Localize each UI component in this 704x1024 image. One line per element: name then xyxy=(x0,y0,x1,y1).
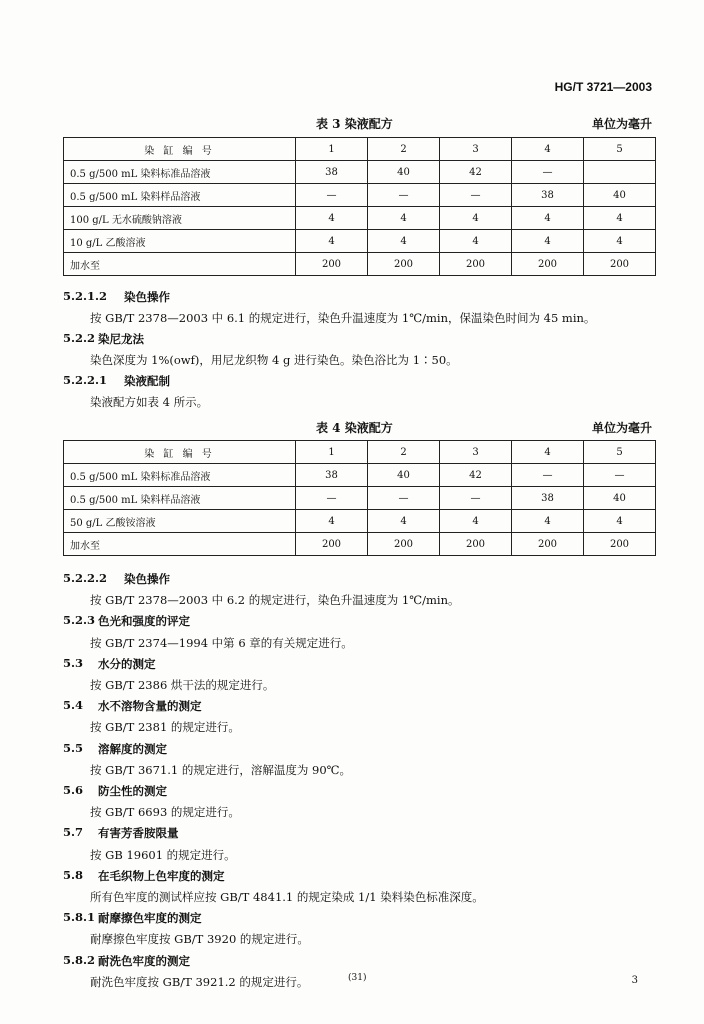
table-cell: 40 xyxy=(368,464,440,487)
clause-title: 耐摩擦色牢度的测定 xyxy=(98,911,202,926)
clause-text: 按 GB/T 2374—1994 中第 6 章的有关规定进行。 xyxy=(90,635,353,650)
table-cell: — xyxy=(512,464,584,487)
clause-number: 5.2.2.1 xyxy=(63,373,108,387)
page-footer-center: (31) xyxy=(348,973,367,983)
table-cell: 200 xyxy=(440,253,512,276)
clause-text: 按 GB/T 6693 的规定进行。 xyxy=(90,805,240,820)
clause-number: 5.2.3 xyxy=(63,613,96,628)
header-cell-vat-1: 1 xyxy=(296,138,368,161)
clause-text: 按 GB 19601 的规定进行。 xyxy=(90,847,236,862)
table-cell: — xyxy=(296,184,368,207)
header-cell-vat-3: 3 xyxy=(440,441,512,464)
header-cell-vat-4: 4 xyxy=(512,441,584,464)
header-cell-vat-5: 5 xyxy=(584,441,656,464)
table3-caption: 表 3 染液配方 xyxy=(316,117,393,131)
clause-number: 5.4 xyxy=(63,698,84,713)
row-label-cell: 0.5 g/500 mL 染料标准品溶液 xyxy=(64,161,296,184)
clause-title: 色光和强度的评定 xyxy=(98,614,190,629)
table-row xyxy=(64,464,656,487)
table-header-row xyxy=(64,138,656,161)
table-cell: 4 xyxy=(296,207,368,230)
table-cell: 38 xyxy=(512,184,584,207)
row-label-cell: 加水至 xyxy=(64,253,296,276)
table-cell: 38 xyxy=(512,487,584,510)
header-cell-vat-1: 1 xyxy=(296,441,368,464)
clause-title: 染液配制 xyxy=(124,374,170,388)
table-row xyxy=(64,487,656,510)
clause-text: 按 GB/T 2378—2003 中 6.1 的规定进行，染色升温速度为 1℃/min，保温染色时间为 45 min。 xyxy=(90,311,596,325)
table-cell: 4 xyxy=(584,510,656,533)
clause-title: 有害芳香胺限量 xyxy=(98,826,179,841)
table-cell: 200 xyxy=(512,533,584,556)
doc-code-header: HG/T 3721—2003 xyxy=(554,80,652,94)
table-cell: 40 xyxy=(584,184,656,207)
row-label-cell: 0.5 g/500 mL 染料样品溶液 xyxy=(64,487,296,510)
clause-text: 耐洗色牢度按 GB/T 3921.2 的规定进行。 xyxy=(90,974,309,989)
table-cell: 42 xyxy=(440,161,512,184)
table4 xyxy=(63,440,656,556)
table-cell: 4 xyxy=(296,230,368,253)
table-cell: — xyxy=(368,487,440,510)
table-cell: 200 xyxy=(368,253,440,276)
table-cell: 4 xyxy=(440,510,512,533)
clause-title: 防尘性的测定 xyxy=(98,784,167,798)
table-cell: 4 xyxy=(512,207,584,230)
table-cell: 200 xyxy=(584,533,656,556)
table-cell: 4 xyxy=(440,207,512,230)
header-cell-vat-2: 2 xyxy=(368,138,440,161)
clause-title: 染色操作 xyxy=(124,290,170,304)
table3-unit: 单位为毫升 xyxy=(591,117,652,131)
table-cell: 4 xyxy=(440,230,512,253)
table4-caption: 表 4 染液配方 xyxy=(316,421,393,435)
clause-title: 溶解度的测定 xyxy=(98,741,167,756)
table4-unit: 单位为毫升 xyxy=(591,421,652,435)
header-cell-vat-5: 5 xyxy=(584,138,656,161)
table-cell: — xyxy=(512,161,584,184)
clause-number: 5.3 xyxy=(63,655,84,670)
clause-number: 5.2.1.2 xyxy=(63,289,108,303)
table-cell: 200 xyxy=(296,533,368,556)
table-cell: 200 xyxy=(584,253,656,276)
table-cell: 4 xyxy=(512,230,584,253)
table-cell: 38 xyxy=(296,464,368,487)
table-row xyxy=(64,533,656,556)
table-cell: 200 xyxy=(296,253,368,276)
header-cell-vat-4: 4 xyxy=(512,138,584,161)
table-row xyxy=(64,184,656,207)
table-cell: 40 xyxy=(368,161,440,184)
row-label-cell: 50 g/L 乙酸铵溶液 xyxy=(64,510,296,533)
table-cell: 4 xyxy=(368,230,440,253)
table-cell: — xyxy=(440,487,512,510)
clause-title: 水分的测定 xyxy=(98,656,156,671)
table-cell: 4 xyxy=(296,510,368,533)
table-cell: 40 xyxy=(584,487,656,510)
clause-text: 耐摩擦色牢度按 GB/T 3920 的规定进行。 xyxy=(90,932,309,947)
table-cell: 4 xyxy=(368,510,440,533)
table-cell xyxy=(584,161,656,184)
clause-text: 按 GB/T 3671.1 的规定进行，溶解温度为 90℃。 xyxy=(90,762,352,777)
table-cell: 38 xyxy=(296,161,368,184)
table-cell: 4 xyxy=(512,510,584,533)
clause-number: 5.2.2 xyxy=(63,331,96,345)
table-cell: 4 xyxy=(584,230,656,253)
clause-text: 按 GB/T 2378—2003 中 6.2 的规定进行，染色升温速度为 1℃/min。 xyxy=(90,593,460,608)
clause-number: 5.8.1 xyxy=(63,910,96,925)
header-cell-label: 染 缸 编 号 xyxy=(64,441,296,464)
table-row xyxy=(64,230,656,253)
row-label-cell: 0.5 g/500 mL 染料样品溶液 xyxy=(64,184,296,207)
clause-number: 5.8 xyxy=(63,867,84,882)
clause-text: 按 GB/T 2386 烘干法的规定进行。 xyxy=(90,678,275,692)
row-label-cell: 加水至 xyxy=(64,533,296,556)
clause-number: 5.7 xyxy=(63,825,84,840)
clause-text: 所有色牢度的测试样应按 GB/T 4841.1 的规定染成 1/1 染料染色标准深度。 xyxy=(90,890,484,904)
clause-number: 5.6 xyxy=(63,783,84,797)
clause-title: 染尼龙法 xyxy=(98,332,144,346)
table-row xyxy=(64,510,656,533)
row-label-cell: 100 g/L 无水硫酸钠溶液 xyxy=(64,207,296,230)
table-header-row xyxy=(64,441,656,464)
table-row xyxy=(64,161,656,184)
clause-number: 5.5 xyxy=(63,740,84,755)
table-cell: 200 xyxy=(368,533,440,556)
clause-text: 染色深度为 1%(owf)，用尼龙织物 4 g 进行染色。染色浴比为 1∶50。 xyxy=(90,353,458,367)
clause-title: 水不溶物含量的测定 xyxy=(98,699,202,714)
table-cell: 42 xyxy=(440,464,512,487)
table-cell: 4 xyxy=(584,207,656,230)
table-row xyxy=(64,253,656,276)
clause-title: 在毛织物上色牢度的测定 xyxy=(98,868,225,883)
header-cell-vat-3: 3 xyxy=(440,138,512,161)
clause-number: 5.2.2.2 xyxy=(63,571,108,585)
table-cell: — xyxy=(584,464,656,487)
table-cell: 4 xyxy=(368,207,440,230)
clause-title: 染色操作 xyxy=(124,572,170,586)
header-cell-vat-2: 2 xyxy=(368,441,440,464)
row-label-cell: 10 g/L 乙酸溶液 xyxy=(64,230,296,253)
table-cell: 200 xyxy=(440,533,512,556)
row-label-cell: 0.5 g/500 mL 染料标准品溶液 xyxy=(64,464,296,487)
page-number: 3 xyxy=(631,975,638,986)
clause-title: 耐洗色牢度的测定 xyxy=(98,953,190,968)
table-cell: — xyxy=(296,487,368,510)
clause-text: 按 GB/T 2381 的规定进行。 xyxy=(90,720,240,735)
clause-number: 5.8.2 xyxy=(63,952,96,967)
clause-text: 染液配方如表 4 所示。 xyxy=(90,395,209,409)
table3 xyxy=(63,137,656,276)
header-cell-label: 染 缸 编 号 xyxy=(64,138,296,161)
table-cell: — xyxy=(368,184,440,207)
table-cell: — xyxy=(440,184,512,207)
table-cell: 200 xyxy=(512,253,584,276)
table-row xyxy=(64,207,656,230)
